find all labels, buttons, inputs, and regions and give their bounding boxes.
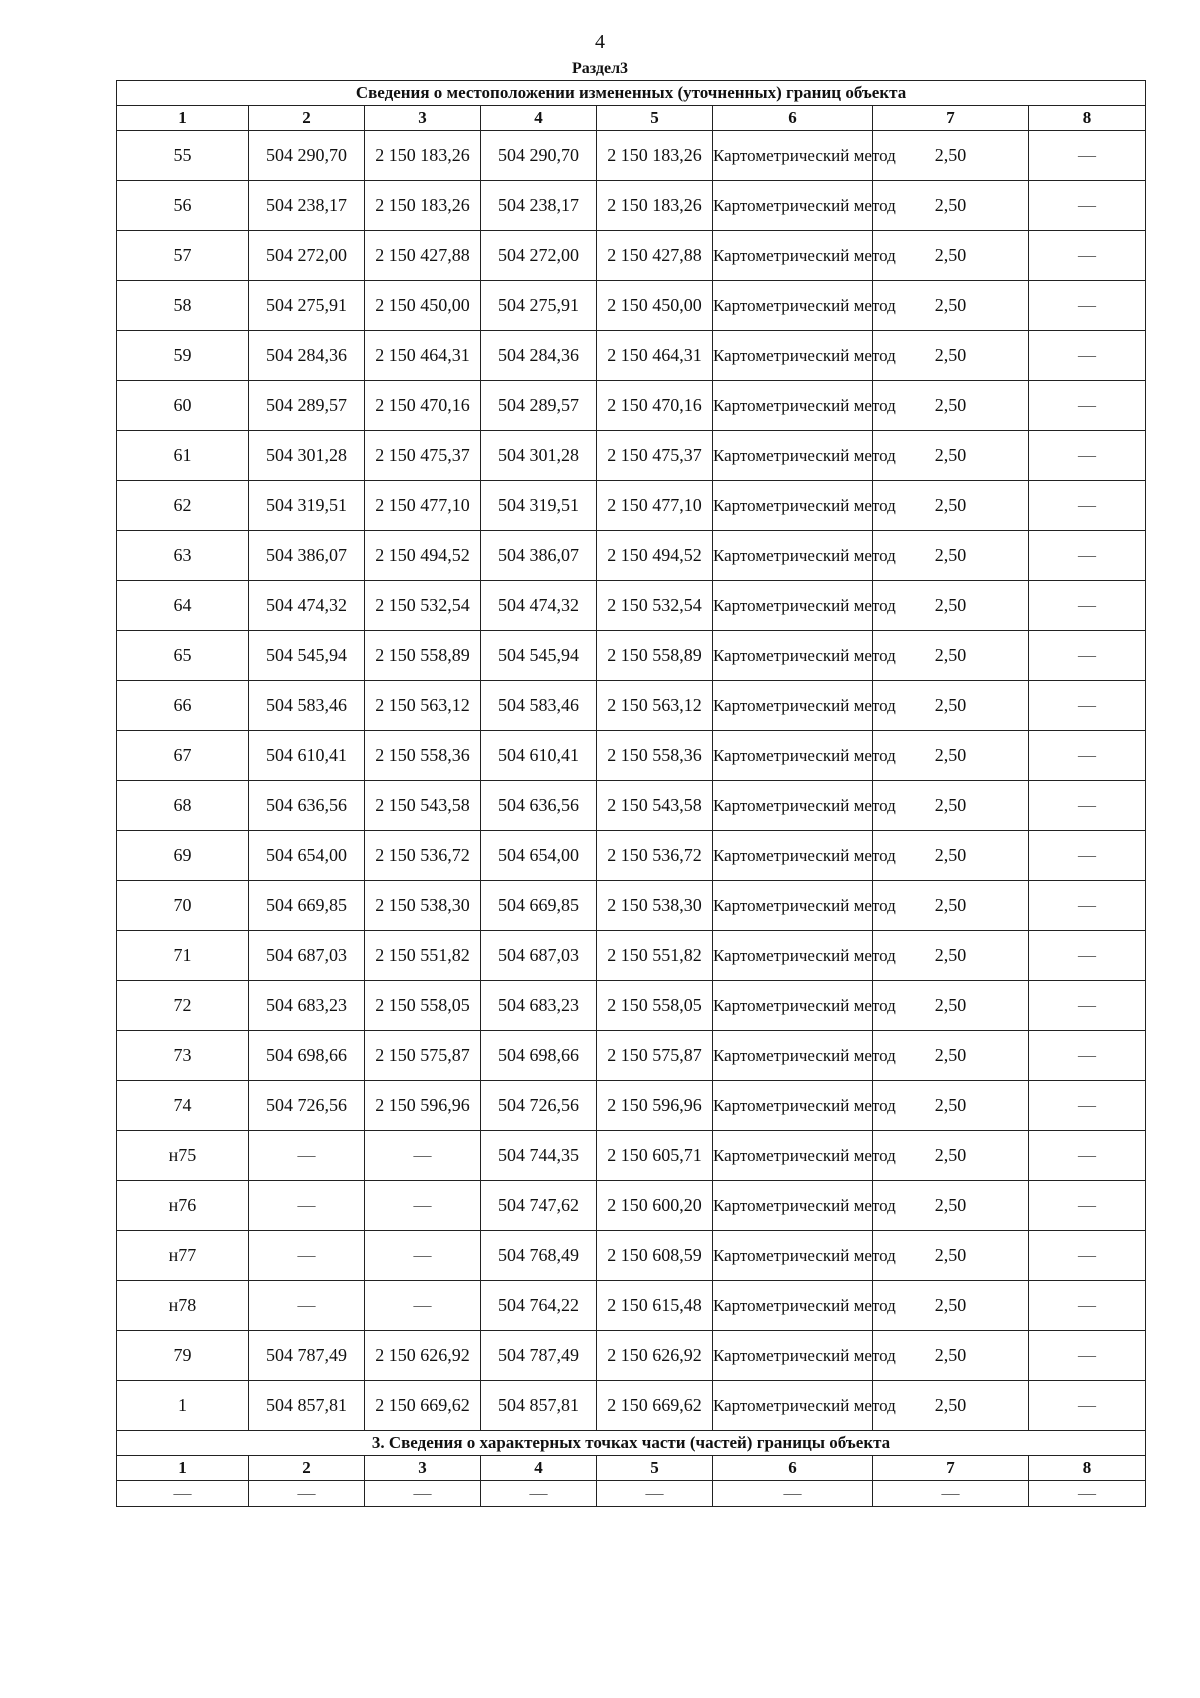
table-cell: 2 150 427,88 [365,231,481,281]
table-cell: Картометрический метод [713,1081,873,1131]
table-row [117,1031,1146,1081]
table-cell: 2 150 563,12 [365,681,481,731]
table-cell: 2 150 626,92 [365,1331,481,1381]
table-cell: — [481,1481,597,1507]
column-header: 8 [1029,1456,1146,1481]
table-cell: 69 [117,831,249,881]
table-cell: 2 150 183,26 [365,181,481,231]
table-cell: — [1029,431,1146,481]
column-header: 1 [117,106,249,131]
table-row [117,481,1146,531]
table-cell: 2 150 543,58 [365,781,481,831]
table-cell: 504 319,51 [481,481,597,531]
table-cell: 2 150 563,12 [597,681,713,731]
table-cell: 2 150 558,36 [597,731,713,781]
table-cell: 504 698,66 [481,1031,597,1081]
table-cell: 73 [117,1031,249,1081]
table-cell: 2 150 538,30 [365,881,481,931]
table-cell: — [1029,1381,1146,1431]
table-row [117,581,1146,631]
table-cell: — [597,1481,713,1507]
table-cell: 79 [117,1331,249,1381]
table-cell: 504 272,00 [481,231,597,281]
table-cell: 504 683,23 [481,981,597,1031]
table-cell: 504 301,28 [249,431,365,481]
table-cell: 2 150 183,26 [365,131,481,181]
table-cell: 504 474,32 [249,581,365,631]
table-cell: 71 [117,931,249,981]
table-row [117,1331,1146,1381]
table-cell: — [713,1481,873,1507]
table-row [117,1081,1146,1131]
table-row [117,881,1146,931]
table-cell: 2 150 626,92 [597,1331,713,1381]
table-cell: Картометрический метод [713,231,873,281]
table-cell: 2 150 536,72 [365,831,481,881]
table-cell: 2 150 558,89 [597,631,713,681]
table-cell: 2 150 669,62 [597,1381,713,1431]
table-cell: 1 [117,1381,249,1431]
column-header: 2 [249,106,365,131]
table-cell: — [249,1281,365,1331]
table-cell: Картометрический метод [713,1181,873,1231]
table-cell: 2,50 [873,381,1029,431]
table-cell: 2 150 470,16 [365,381,481,431]
table-row [117,1181,1146,1231]
table-cell: 504 284,36 [481,331,597,381]
table-cell: Картометрический метод [713,631,873,681]
table-cell: 504 290,70 [249,131,365,181]
table-cell: 504 787,49 [249,1331,365,1381]
table-cell: Картометрический метод [713,1381,873,1431]
table-title: Сведения о местоположении измененных (уточненных) границ объекта [117,81,1146,106]
table-cell: 504 545,94 [481,631,597,681]
table-cell: 2 150 558,05 [365,981,481,1031]
table-body [117,81,1146,1507]
table-cell: Картометрический метод [713,431,873,481]
table-cell: 2,50 [873,1131,1029,1181]
table-cell: — [1029,331,1146,381]
column-header: 2 [249,1456,365,1481]
table-cell: — [1029,131,1146,181]
table-cell: Картометрический метод [713,881,873,931]
table-cell: Картометрический метод [713,731,873,781]
table-cell: — [1029,281,1146,331]
table-cell: Картометрический метод [713,131,873,181]
table-cell: 504 610,41 [481,731,597,781]
table-row [117,731,1146,781]
table-cell: 2 150 551,82 [365,931,481,981]
table-cell: 504 857,81 [249,1381,365,1431]
table-cell: 504 744,35 [481,1131,597,1181]
table-cell: 56 [117,181,249,231]
table-cell: — [365,1281,481,1331]
table-cell: 2,50 [873,131,1029,181]
table-cell: 2 150 477,10 [365,481,481,531]
table-cell: — [1029,731,1146,781]
table-cell: 63 [117,531,249,581]
table-cell: 504 636,56 [249,781,365,831]
table-cell: 2 150 596,96 [365,1081,481,1131]
table-cell: 504 583,46 [249,681,365,731]
table-cell: 59 [117,331,249,381]
table-cell: 2 150 605,71 [597,1131,713,1181]
table-cell: 504 768,49 [481,1231,597,1281]
table-cell: — [1029,1081,1146,1131]
table-cell: 504 284,36 [249,331,365,381]
table-cell: 2,50 [873,731,1029,781]
table-cell: 504 747,62 [481,1181,597,1231]
table-cell: 64 [117,581,249,631]
table-row [117,1481,1146,1507]
table1-title-row [117,81,1146,106]
table-row [117,281,1146,331]
table-cell: 2 150 532,54 [365,581,481,631]
table-cell: н75 [117,1131,249,1181]
table-cell: 2 150 464,31 [365,331,481,381]
table-cell: — [1029,1331,1146,1381]
table-cell: Картометрический метод [713,781,873,831]
table-cell: — [1029,881,1146,931]
table-cell: 65 [117,631,249,681]
table-cell: Картометрический метод [713,481,873,531]
table-cell: 60 [117,381,249,431]
table-cell: Картометрический метод [713,1131,873,1181]
table-cell: 504 289,57 [249,381,365,431]
table-cell: Картометрический метод [713,181,873,231]
table-cell: 504 272,00 [249,231,365,281]
table-cell: 2,50 [873,431,1029,481]
table-cell: н77 [117,1231,249,1281]
table-cell: — [873,1481,1029,1507]
column-header: 4 [481,106,597,131]
table-cell: 504 386,07 [249,531,365,581]
table-cell: 504 654,00 [249,831,365,881]
column-header: 1 [117,1456,249,1481]
table-row [117,981,1146,1031]
column-header-row [117,1456,1146,1481]
table-cell: 2,50 [873,1331,1029,1381]
table-cell: н78 [117,1281,249,1331]
table-cell: 504 764,22 [481,1281,597,1331]
table-cell: Картометрический метод [713,931,873,981]
table-cell: 2 150 494,52 [597,531,713,581]
table-cell: 2,50 [873,231,1029,281]
table-cell: 504 669,85 [481,881,597,931]
table-cell: 70 [117,881,249,931]
table-cell: Картометрический метод [713,1331,873,1381]
table-cell: — [365,1481,481,1507]
table-cell: — [1029,381,1146,431]
table-cell: 62 [117,481,249,531]
table-cell: 2 150 600,20 [597,1181,713,1231]
table-cell: Картометрический метод [713,531,873,581]
table-cell: 2,50 [873,681,1029,731]
column-header: 3 [365,106,481,131]
table-row [117,131,1146,181]
table-cell: — [249,1231,365,1281]
table-cell: 2,50 [873,1231,1029,1281]
section-label: Раздел3 [571,60,629,77]
table-row [117,431,1146,481]
table-cell: — [365,1181,481,1231]
table-cell: 2,50 [873,581,1029,631]
table-cell: 504 787,49 [481,1331,597,1381]
table-cell: 2 150 615,48 [597,1281,713,1331]
table-cell: 504 545,94 [249,631,365,681]
table-cell: 66 [117,681,249,731]
table-cell: 2 150 596,96 [597,1081,713,1131]
column-header: 6 [713,1456,873,1481]
table-cell: 2 150 427,88 [597,231,713,281]
table-cell: 504 290,70 [481,131,597,181]
table-cell: 504 726,56 [249,1081,365,1131]
table-cell: 504 319,51 [249,481,365,531]
table-cell: 2 150 543,58 [597,781,713,831]
table-cell: Картометрический метод [713,381,873,431]
table-cell: 2 150 183,26 [597,131,713,181]
table-cell: — [1029,231,1146,281]
table-cell: 2,50 [873,781,1029,831]
table-cell: 2 150 475,37 [597,431,713,481]
table-cell: 67 [117,731,249,781]
table-cell: — [1029,1181,1146,1231]
table-cell: 2,50 [873,331,1029,381]
table-cell: 2,50 [873,981,1029,1031]
table-cell: — [249,1181,365,1231]
table-cell: 2,50 [873,631,1029,681]
table-cell: 504 687,03 [481,931,597,981]
column-header: 8 [1029,106,1146,131]
table-cell: 2,50 [873,281,1029,331]
table-cell: 2 150 183,26 [597,181,713,231]
table-cell: Картометрический метод [713,581,873,631]
table-row [117,1231,1146,1281]
column-header: 5 [597,106,713,131]
table-row [117,1131,1146,1181]
table-cell: Картометрический метод [713,331,873,381]
table-cell: 2,50 [873,1031,1029,1081]
table-cell: 2,50 [873,831,1029,881]
table-cell: — [1029,181,1146,231]
table-cell: 504 238,17 [481,181,597,231]
table-title: 3. Сведения о характерных точках части (частей) границы объекта [117,1431,1146,1456]
table-cell: 2 150 551,82 [597,931,713,981]
table-cell: 504 275,91 [481,281,597,331]
table-cell: 2 150 450,00 [597,281,713,331]
table-cell: Картометрический метод [713,1281,873,1331]
table-cell: 2,50 [873,1181,1029,1231]
table-cell: 2 150 477,10 [597,481,713,531]
table-cell: 504 610,41 [249,731,365,781]
table-cell: 2 150 558,05 [597,981,713,1031]
table-cell: — [1029,531,1146,581]
table-cell: 55 [117,131,249,181]
table-cell: 504 654,00 [481,831,597,881]
table-cell: 504 289,57 [481,381,597,431]
table-cell: Картометрический метод [713,831,873,881]
table-cell: 57 [117,231,249,281]
table-cell: 2 150 538,30 [597,881,713,931]
table-cell: 2,50 [873,931,1029,981]
table-cell: 2,50 [873,1081,1029,1131]
page-number: 4 [595,31,605,53]
table-cell: 2 150 558,89 [365,631,481,681]
table-cell: 2,50 [873,1281,1029,1331]
table-cell: — [1029,581,1146,631]
coordinates-table [116,80,1146,1507]
table-cell: — [1029,631,1146,681]
table-cell: — [1029,1281,1146,1331]
table-cell: 504 474,32 [481,581,597,631]
table-cell: 2 150 532,54 [597,581,713,631]
table-cell: — [365,1231,481,1281]
table-cell: 2,50 [873,881,1029,931]
table-cell: 504 583,46 [481,681,597,731]
table-row [117,1381,1146,1431]
table-row [117,931,1146,981]
table2-title-row [117,1431,1146,1456]
table-cell: 61 [117,431,249,481]
table-cell: 2 150 475,37 [365,431,481,481]
table-cell: — [117,1481,249,1507]
table-cell: 504 669,85 [249,881,365,931]
table-cell: 2 150 558,36 [365,731,481,781]
table-cell: 504 687,03 [249,931,365,981]
table-cell: Картометрический метод [713,1031,873,1081]
table-cell: — [1029,981,1146,1031]
table-row [117,1281,1146,1331]
table-cell: 504 726,56 [481,1081,597,1131]
table-cell: 2,50 [873,531,1029,581]
table-cell: 504 301,28 [481,431,597,481]
table-cell: 504 857,81 [481,1381,597,1431]
column-header: 7 [873,1456,1029,1481]
table-cell: 2 150 669,62 [365,1381,481,1431]
table-cell: 72 [117,981,249,1031]
table-row [117,631,1146,681]
table-row [117,781,1146,831]
table-cell: — [1029,681,1146,731]
table-cell: 2 150 575,87 [365,1031,481,1081]
table-cell: — [249,1131,365,1181]
table-cell: 2 150 450,00 [365,281,481,331]
table-cell: 504 636,56 [481,781,597,831]
table-cell: — [1029,1481,1146,1507]
column-header: 5 [597,1456,713,1481]
table-cell: — [1029,831,1146,881]
table-row [117,381,1146,431]
table-cell: 2 150 470,16 [597,381,713,431]
table-row [117,831,1146,881]
table-cell: 504 238,17 [249,181,365,231]
table-cell: — [365,1131,481,1181]
table-cell: 2 150 608,59 [597,1231,713,1281]
table-cell: 68 [117,781,249,831]
table-cell: 2,50 [873,181,1029,231]
table-cell: 504 275,91 [249,281,365,331]
table-cell: 2,50 [873,481,1029,531]
table-row [117,331,1146,381]
table-cell: — [1029,1031,1146,1081]
table-cell: — [1029,1131,1146,1181]
column-header-row [117,106,1146,131]
table-cell: Картометрический метод [713,281,873,331]
table-cell: 58 [117,281,249,331]
table-cell: н76 [117,1181,249,1231]
table-cell: Картометрический метод [713,681,873,731]
column-header: 3 [365,1456,481,1481]
column-header: 4 [481,1456,597,1481]
table-cell: — [1029,1231,1146,1281]
table-cell: 2 150 575,87 [597,1031,713,1081]
column-header: 6 [713,106,873,131]
table-cell: 2 150 464,31 [597,331,713,381]
table-row [117,181,1146,231]
table-cell: — [1029,931,1146,981]
table-cell: 2 150 536,72 [597,831,713,881]
table-cell: Картометрический метод [713,1231,873,1281]
table-cell: 2,50 [873,1381,1029,1431]
table-cell: 504 698,66 [249,1031,365,1081]
table-cell: — [1029,481,1146,531]
table-row [117,231,1146,281]
table-row [117,531,1146,581]
table-row [117,681,1146,731]
table-cell: — [1029,781,1146,831]
table-cell: 504 386,07 [481,531,597,581]
column-header: 7 [873,106,1029,131]
table-cell: 504 683,23 [249,981,365,1031]
table-cell: Картометрический метод [713,981,873,1031]
table-cell: 74 [117,1081,249,1131]
table-cell: — [249,1481,365,1507]
table-cell: 2 150 494,52 [365,531,481,581]
